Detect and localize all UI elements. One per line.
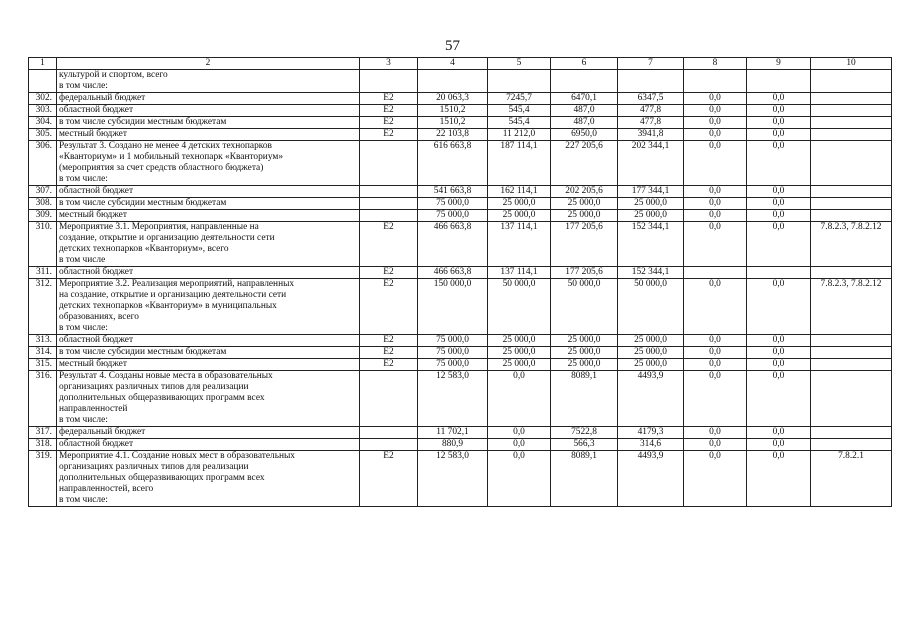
row-reference bbox=[811, 210, 892, 222]
total-value: 12 583,0 bbox=[418, 371, 488, 427]
value-col-7: 25 000,0 bbox=[618, 210, 684, 222]
total-value: 541 663,8 bbox=[418, 186, 488, 198]
value-col-5: 0,0 bbox=[488, 371, 551, 427]
row-number: 306. bbox=[29, 141, 57, 186]
value-col-9: 0,0 bbox=[747, 451, 811, 507]
row-description: местный бюджет bbox=[57, 129, 360, 141]
row-code bbox=[360, 70, 418, 93]
row-number: 302. bbox=[29, 93, 57, 105]
row-description: федеральный бюджет bbox=[57, 427, 360, 439]
row-reference bbox=[811, 371, 892, 427]
value-col-5: 25 000,0 bbox=[488, 359, 551, 371]
row-code bbox=[360, 439, 418, 451]
total-value: 1510,2 bbox=[418, 117, 488, 129]
total-value: 75 000,0 bbox=[418, 335, 488, 347]
value-col-7: 3941,8 bbox=[618, 129, 684, 141]
table-row bbox=[29, 93, 892, 105]
total-value: 466 663,8 bbox=[418, 222, 488, 267]
value-col-8: 0,0 bbox=[684, 335, 747, 347]
value-col-6: 202 205,6 bbox=[551, 186, 618, 198]
total-value: 616 663,8 bbox=[418, 141, 488, 186]
row-code bbox=[360, 371, 418, 427]
value-col-8: 0,0 bbox=[684, 129, 747, 141]
value-col-6: 8089,1 bbox=[551, 371, 618, 427]
row-reference bbox=[811, 439, 892, 451]
value-col-6: 566,3 bbox=[551, 439, 618, 451]
row-description: областной бюджет bbox=[57, 105, 360, 117]
row-code: E2 bbox=[360, 451, 418, 507]
value-col-9 bbox=[747, 267, 811, 279]
row-reference bbox=[811, 117, 892, 129]
total-value: 22 103,8 bbox=[418, 129, 488, 141]
value-col-7: 152 344,1 bbox=[618, 222, 684, 267]
row-reference bbox=[811, 141, 892, 186]
row-reference: 7.8.2.3, 7.8.2.12 bbox=[811, 279, 892, 335]
table-row bbox=[29, 427, 892, 439]
row-description: областной бюджет bbox=[57, 439, 360, 451]
table-row bbox=[29, 129, 892, 141]
value-col-7: 25 000,0 bbox=[618, 359, 684, 371]
value-col-7: 4179,3 bbox=[618, 427, 684, 439]
row-description: областной бюджет bbox=[57, 186, 360, 198]
row-code: E2 bbox=[360, 359, 418, 371]
row-number: 319. bbox=[29, 451, 57, 507]
total-value: 75 000,0 bbox=[418, 347, 488, 359]
row-reference bbox=[811, 105, 892, 117]
value-col-5: 0,0 bbox=[488, 427, 551, 439]
row-reference bbox=[811, 267, 892, 279]
value-col-9: 0,0 bbox=[747, 371, 811, 427]
column-header: 10 bbox=[811, 58, 892, 70]
row-number: 317. bbox=[29, 427, 57, 439]
value-col-9: 0,0 bbox=[747, 186, 811, 198]
value-col-7: 152 344,1 bbox=[618, 267, 684, 279]
table-row bbox=[29, 117, 892, 129]
row-code: E2 bbox=[360, 93, 418, 105]
value-col-7: 25 000,0 bbox=[618, 198, 684, 210]
value-col-9: 0,0 bbox=[747, 129, 811, 141]
row-number: 309. bbox=[29, 210, 57, 222]
column-header: 5 bbox=[488, 58, 551, 70]
table-row bbox=[29, 335, 892, 347]
value-col-7: 314,6 bbox=[618, 439, 684, 451]
value-col-5: 25 000,0 bbox=[488, 347, 551, 359]
table-row bbox=[29, 186, 892, 198]
row-code bbox=[360, 210, 418, 222]
total-value bbox=[418, 70, 488, 93]
row-reference bbox=[811, 129, 892, 141]
total-value: 20 063,3 bbox=[418, 93, 488, 105]
table-row bbox=[29, 222, 892, 267]
table-row bbox=[29, 371, 892, 427]
value-col-8: 0,0 bbox=[684, 439, 747, 451]
row-code bbox=[360, 186, 418, 198]
row-code: E2 bbox=[360, 105, 418, 117]
value-col-7: 477,8 bbox=[618, 117, 684, 129]
value-col-5: 0,0 bbox=[488, 451, 551, 507]
value-col-8: 0,0 bbox=[684, 210, 747, 222]
value-col-6: 6950,0 bbox=[551, 129, 618, 141]
row-description: федеральный бюджет bbox=[57, 93, 360, 105]
value-col-7: 6347,5 bbox=[618, 93, 684, 105]
column-header: 6 bbox=[551, 58, 618, 70]
row-number: 311. bbox=[29, 267, 57, 279]
row-number: 316. bbox=[29, 371, 57, 427]
value-col-6: 487,0 bbox=[551, 117, 618, 129]
value-col-9: 0,0 bbox=[747, 222, 811, 267]
row-code: E2 bbox=[360, 222, 418, 267]
row-number: 312. bbox=[29, 279, 57, 335]
table-row bbox=[29, 359, 892, 371]
value-col-8: 0,0 bbox=[684, 347, 747, 359]
total-value: 11 702,1 bbox=[418, 427, 488, 439]
value-col-9: 0,0 bbox=[747, 279, 811, 335]
row-description: в том числе субсидии местным бюджетам bbox=[57, 117, 360, 129]
table-row bbox=[29, 451, 892, 507]
value-col-7: 4493,9 bbox=[618, 451, 684, 507]
value-col-8: 0,0 bbox=[684, 427, 747, 439]
row-code: E2 bbox=[360, 117, 418, 129]
value-col-9: 0,0 bbox=[747, 347, 811, 359]
value-col-8: 0,0 bbox=[684, 371, 747, 427]
value-col-8: 0,0 bbox=[684, 451, 747, 507]
value-col-8 bbox=[684, 70, 747, 93]
value-col-9: 0,0 bbox=[747, 359, 811, 371]
table-row bbox=[29, 210, 892, 222]
table-row bbox=[29, 347, 892, 359]
value-col-5: 137 114,1 bbox=[488, 267, 551, 279]
column-header: 4 bbox=[418, 58, 488, 70]
value-col-7: 177 344,1 bbox=[618, 186, 684, 198]
row-description: областной бюджет bbox=[57, 335, 360, 347]
value-col-9: 0,0 bbox=[747, 141, 811, 186]
value-col-6: 25 000,0 bbox=[551, 359, 618, 371]
row-description: культурой и спортом, всего в том числе: bbox=[57, 70, 360, 93]
row-reference bbox=[811, 347, 892, 359]
table-row bbox=[29, 70, 892, 93]
row-description: местный бюджет bbox=[57, 359, 360, 371]
row-number: 310. bbox=[29, 222, 57, 267]
row-number: 308. bbox=[29, 198, 57, 210]
value-col-8: 0,0 bbox=[684, 222, 747, 267]
total-value: 75 000,0 bbox=[418, 359, 488, 371]
row-code: E2 bbox=[360, 279, 418, 335]
row-number: 303. bbox=[29, 105, 57, 117]
row-code: E2 bbox=[360, 129, 418, 141]
table-row bbox=[29, 141, 892, 186]
header-row bbox=[29, 58, 892, 70]
value-col-6: 7522,8 bbox=[551, 427, 618, 439]
row-code bbox=[360, 141, 418, 186]
value-col-7 bbox=[618, 70, 684, 93]
table-row bbox=[29, 439, 892, 451]
value-col-6: 25 000,0 bbox=[551, 198, 618, 210]
row-code: E2 bbox=[360, 267, 418, 279]
value-col-6: 25 000,0 bbox=[551, 347, 618, 359]
value-col-6: 8089,1 bbox=[551, 451, 618, 507]
value-col-6: 177 205,6 bbox=[551, 222, 618, 267]
row-number: 304. bbox=[29, 117, 57, 129]
row-number: 315. bbox=[29, 359, 57, 371]
row-number: 314. bbox=[29, 347, 57, 359]
value-col-8: 0,0 bbox=[684, 93, 747, 105]
value-col-9: 0,0 bbox=[747, 427, 811, 439]
value-col-5: 187 114,1 bbox=[488, 141, 551, 186]
column-header: 1 bbox=[29, 58, 57, 70]
value-col-7: 202 344,1 bbox=[618, 141, 684, 186]
value-col-6: 487,0 bbox=[551, 105, 618, 117]
column-header: 7 bbox=[618, 58, 684, 70]
value-col-9: 0,0 bbox=[747, 210, 811, 222]
column-header: 8 bbox=[684, 58, 747, 70]
budget-table bbox=[28, 57, 892, 507]
value-col-9: 0,0 bbox=[747, 93, 811, 105]
row-reference bbox=[811, 427, 892, 439]
row-description: Мероприятие 3.2. Реализация мероприятий, направленных на создание, открытие и организацию деятельности сети детских технопарков «Кванториум» в муниципальных образованиях, всего в том числе: bbox=[57, 279, 360, 335]
row-reference: 7.8.2.3, 7.8.2.12 bbox=[811, 222, 892, 267]
total-value: 466 663,8 bbox=[418, 267, 488, 279]
row-description: Мероприятие 3.1. Мероприятия, направленные на создание, открытие и организацию деятельности сети детских технопарков «Кванториум», всего в том числе bbox=[57, 222, 360, 267]
row-number bbox=[29, 70, 57, 93]
value-col-5: 545,4 bbox=[488, 105, 551, 117]
row-number: 313. bbox=[29, 335, 57, 347]
value-col-6: 177 205,6 bbox=[551, 267, 618, 279]
value-col-8: 0,0 bbox=[684, 105, 747, 117]
value-col-8: 0,0 bbox=[684, 359, 747, 371]
value-col-7: 4493,9 bbox=[618, 371, 684, 427]
row-reference bbox=[811, 359, 892, 371]
total-value: 150 000,0 bbox=[418, 279, 488, 335]
value-col-6: 25 000,0 bbox=[551, 210, 618, 222]
value-col-5: 137 114,1 bbox=[488, 222, 551, 267]
row-reference bbox=[811, 335, 892, 347]
value-col-6: 50 000,0 bbox=[551, 279, 618, 335]
value-col-8: 0,0 bbox=[684, 141, 747, 186]
value-col-5: 545,4 bbox=[488, 117, 551, 129]
value-col-9: 0,0 bbox=[747, 439, 811, 451]
table-row bbox=[29, 279, 892, 335]
row-code bbox=[360, 427, 418, 439]
value-col-8: 0,0 bbox=[684, 186, 747, 198]
row-description: Результат 3. Создано не менее 4 детских технопарков «Кванториум» и 1 мобильный технопарк «Кванториум» (мероприятия за счет средств областного бюджета) в том числе: bbox=[57, 141, 360, 186]
value-col-5: 25 000,0 bbox=[488, 210, 551, 222]
table-row bbox=[29, 267, 892, 279]
value-col-9 bbox=[747, 70, 811, 93]
total-value: 75 000,0 bbox=[418, 210, 488, 222]
row-number: 318. bbox=[29, 439, 57, 451]
total-value: 880,9 bbox=[418, 439, 488, 451]
row-number: 305. bbox=[29, 129, 57, 141]
value-col-6: 227 205,6 bbox=[551, 141, 618, 186]
column-header: 2 bbox=[57, 58, 360, 70]
value-col-8 bbox=[684, 267, 747, 279]
value-col-5: 11 212,0 bbox=[488, 129, 551, 141]
row-reference: 7.8.2.1 bbox=[811, 451, 892, 507]
value-col-5: 25 000,0 bbox=[488, 335, 551, 347]
row-code bbox=[360, 198, 418, 210]
row-description: в том числе субсидии местным бюджетам bbox=[57, 198, 360, 210]
value-col-8: 0,0 bbox=[684, 117, 747, 129]
value-col-9: 0,0 bbox=[747, 198, 811, 210]
row-reference bbox=[811, 186, 892, 198]
value-col-7: 50 000,0 bbox=[618, 279, 684, 335]
column-header: 9 bbox=[747, 58, 811, 70]
row-description: областной бюджет bbox=[57, 267, 360, 279]
row-description: местный бюджет bbox=[57, 210, 360, 222]
row-description: в том числе субсидии местным бюджетам bbox=[57, 347, 360, 359]
row-code: E2 bbox=[360, 347, 418, 359]
value-col-5 bbox=[488, 70, 551, 93]
value-col-6: 6470,1 bbox=[551, 93, 618, 105]
value-col-9: 0,0 bbox=[747, 335, 811, 347]
value-col-7: 477,8 bbox=[618, 105, 684, 117]
value-col-8: 0,0 bbox=[684, 198, 747, 210]
value-col-5: 25 000,0 bbox=[488, 198, 551, 210]
column-header: 3 bbox=[360, 58, 418, 70]
value-col-5: 50 000,0 bbox=[488, 279, 551, 335]
value-col-7: 25 000,0 bbox=[618, 335, 684, 347]
row-description: Результат 4. Созданы новые места в образовательных организациях различных типов для реализации дополнительных общеразвивающих программ всех направленностей в том числе: bbox=[57, 371, 360, 427]
value-col-6 bbox=[551, 70, 618, 93]
row-reference bbox=[811, 70, 892, 93]
value-col-7: 25 000,0 bbox=[618, 347, 684, 359]
row-code: E2 bbox=[360, 335, 418, 347]
value-col-5: 162 114,1 bbox=[488, 186, 551, 198]
total-value: 12 583,0 bbox=[418, 451, 488, 507]
row-description: Мероприятие 4.1. Создание новых мест в образовательных организациях различных типов для реализации дополнительных общеразвивающих программ всех направленностей, всего в том числе: bbox=[57, 451, 360, 507]
value-col-9: 0,0 bbox=[747, 105, 811, 117]
total-value: 75 000,0 bbox=[418, 198, 488, 210]
row-reference bbox=[811, 198, 892, 210]
table-row bbox=[29, 105, 892, 117]
page-number: 57 bbox=[445, 38, 460, 54]
total-value: 1510,2 bbox=[418, 105, 488, 117]
row-reference bbox=[811, 93, 892, 105]
row-number: 307. bbox=[29, 186, 57, 198]
value-col-9: 0,0 bbox=[747, 117, 811, 129]
table-row bbox=[29, 198, 892, 210]
value-col-8: 0,0 bbox=[684, 279, 747, 335]
value-col-5: 7245,7 bbox=[488, 93, 551, 105]
value-col-6: 25 000,0 bbox=[551, 335, 618, 347]
value-col-5: 0,0 bbox=[488, 439, 551, 451]
